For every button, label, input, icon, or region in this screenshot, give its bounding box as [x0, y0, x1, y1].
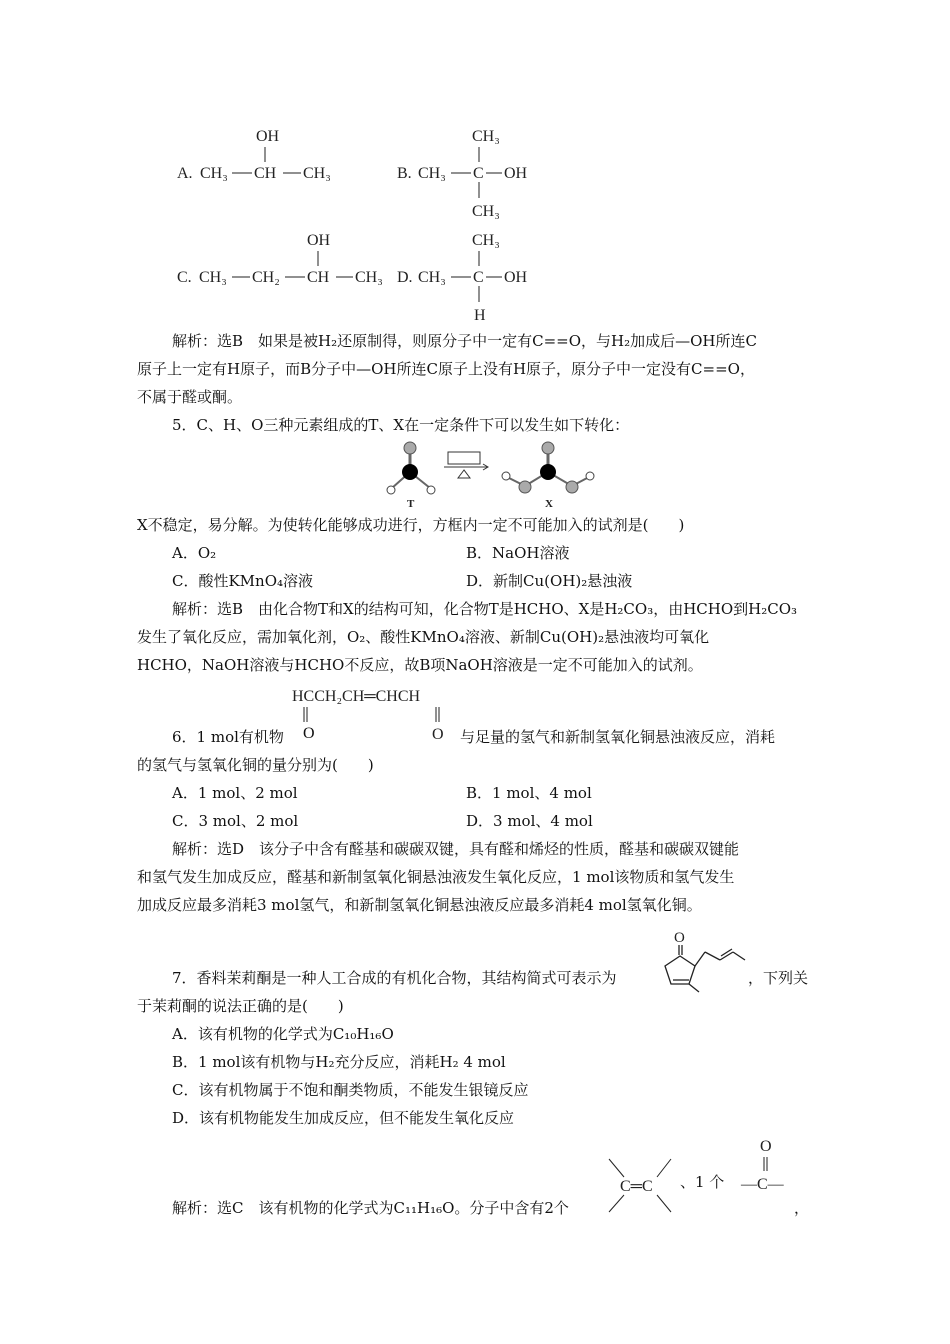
option-a-ch: CH	[254, 165, 277, 182]
reaction-diagram	[370, 440, 600, 512]
q4-analysis-line2: 原子上一定有H原子，而B分子中—OH所连C原子上没有H原子，原分子中一定没有C==O，	[137, 360, 755, 378]
q5-analysis-line2: 发生了氧化反应，需加氧化剂，O₂、酸性KMnO₄溶液、新制Cu(OH)₂悬浊液均可氧化	[137, 628, 710, 646]
option-c-ch3-right: CH₃	[355, 269, 383, 286]
q6-formula: HCCH₂CH═CHCH	[292, 688, 421, 705]
option-c-ch3-left: CH₃	[199, 269, 227, 286]
q5-option-d: D．新制Cu(OH)₂悬浊液	[466, 572, 633, 590]
option-d-h: H	[474, 307, 486, 324]
q7-option-a: A．该有机物的化学式为C₁₀H₁₆O	[172, 1025, 394, 1043]
option-d-oh: OH	[504, 269, 528, 286]
option-b-ch3-left: CH₃	[418, 165, 446, 182]
option-a-oh: OH	[256, 128, 280, 145]
option-b-ch3-top: CH₃	[472, 128, 500, 145]
q6-option-b: B．1 mol、4 mol	[466, 784, 592, 802]
q5-analysis-line1: 解析：选B 由化合物T和X的结构可知，化合物T是HCHO、X是H₂CO₃，由HCHO到H₂CO₃	[172, 600, 798, 618]
option-b-oh: OH	[504, 165, 528, 182]
option-b-c: C	[473, 165, 484, 182]
q7-option-d: D．该有机物能发生加成反应，但不能发生氧化反应	[172, 1109, 515, 1127]
q7-option-c: C．该有机物属于不饱和酮类物质，不能发生银镜反应	[172, 1081, 529, 1099]
q4-analysis-line1: 解析：选B 如果是被H₂还原制得，则原分子中一定有C==O，与H₂加成后—OH所连C	[172, 332, 757, 350]
option-d-ch3-left: CH₃	[418, 269, 446, 286]
option-c-oh: OH	[307, 232, 331, 249]
option-b-label: B.	[397, 165, 412, 182]
cc-label: C═C	[620, 1178, 653, 1195]
q6-structure	[292, 684, 472, 744]
q6-analysis-line1: 解析：选D 该分子中含有醛基和碳碳双键，具有醛和烯烃的性质，醛基和碳碳双键能	[172, 840, 740, 858]
option-a-ch3-right: CH₃	[303, 165, 331, 182]
q6-stem-a: 6．1 mol有机物	[172, 728, 284, 746]
label-x: X	[545, 498, 553, 510]
q7-analysis-b: 、1 个	[680, 1173, 725, 1191]
q7-option-b: B．1 mol该有机物与H₂充分反应，消耗H₂ 4 mol	[172, 1053, 506, 1071]
q5-option-a: A．O₂	[172, 544, 217, 562]
label-t: T	[407, 498, 415, 510]
q7-analysis-a: 解析：选C 该有机物的化学式为C₁₁H₁₆O。分子中含有2个	[172, 1199, 569, 1217]
cc-double-bond-structure	[605, 1155, 680, 1225]
q5-option-c: C．酸性KMnO₄溶液	[172, 572, 314, 590]
q6-stem-b: 与足量的氢气和新制氢氧化铜悬浊液反应，消耗	[460, 728, 776, 746]
reagent-box	[448, 452, 480, 464]
q5-stem: 5．C、H、O三种元素组成的T、X在一定条件下可以发生如下转化：	[172, 416, 630, 434]
q6-option-c: C．3 mol、2 mol	[172, 812, 299, 830]
option-c-ch2: CH₂	[252, 269, 280, 286]
jasmone-structure	[660, 922, 760, 992]
q6-line2: 的氢气与氢氧化铜的量分别为( )	[137, 756, 374, 774]
jasmone-o: O	[674, 930, 685, 946]
q4-analysis-line3: 不属于醛或酮。	[137, 388, 243, 406]
option-d-structure	[0, 0, 950, 330]
carbonyl-c: —C—	[741, 1176, 784, 1193]
q6-option-a: A．1 mol、2 mol	[172, 784, 298, 802]
carbonyl-structure	[738, 1135, 798, 1195]
option-b-ch3-bottom: CH₃	[472, 203, 500, 220]
option-c-ch: CH	[307, 269, 330, 286]
q6-o-left: O	[303, 725, 315, 742]
q6-option-d: D．3 mol、4 mol	[466, 812, 593, 830]
carbonyl-o: O	[760, 1138, 772, 1155]
option-a-ch3-left: CH₃	[200, 165, 228, 182]
option-d-ch3-top: CH₃	[472, 232, 500, 249]
q6-analysis-line2: 和氢气发生加成反应，醛基和新制氢氧化铜悬浊液发生氧化反应，1 mol该物质和氢气发生	[137, 868, 735, 886]
option-d-label: D.	[397, 269, 413, 286]
q6-analysis-line3: 加成反应最多消耗3 mol氢气，和新制氢氧化铜悬浊液反应最多消耗4 mol氢氧化铜。	[137, 896, 702, 914]
q7-line2: 于茉莉酮的说法正确的是( )	[137, 997, 344, 1015]
heat-symbol	[458, 470, 470, 478]
q6-o-right: O	[432, 726, 444, 743]
q5-analysis-line3: HCHO，NaOH溶液与HCHO不反应，故B项NaOH溶液是一定不可能加入的试剂。	[137, 656, 703, 674]
option-a-label: A.	[177, 165, 193, 182]
q7-stem-a: 7．香料茉莉酮是一种人工合成的有机化合物，其结构简式可表示为	[172, 969, 617, 987]
option-c-label: C.	[177, 269, 192, 286]
q7-tail: ，	[794, 1199, 810, 1217]
q5-line2: X不稳定，易分解。为使转化能够成功进行，方框内一定不可能加入的试剂是( )	[137, 516, 685, 534]
q5-option-b: B．NaOH溶液	[466, 544, 570, 562]
q7-stem-b: ，下列关	[748, 969, 809, 987]
option-d-c: C	[473, 269, 484, 286]
